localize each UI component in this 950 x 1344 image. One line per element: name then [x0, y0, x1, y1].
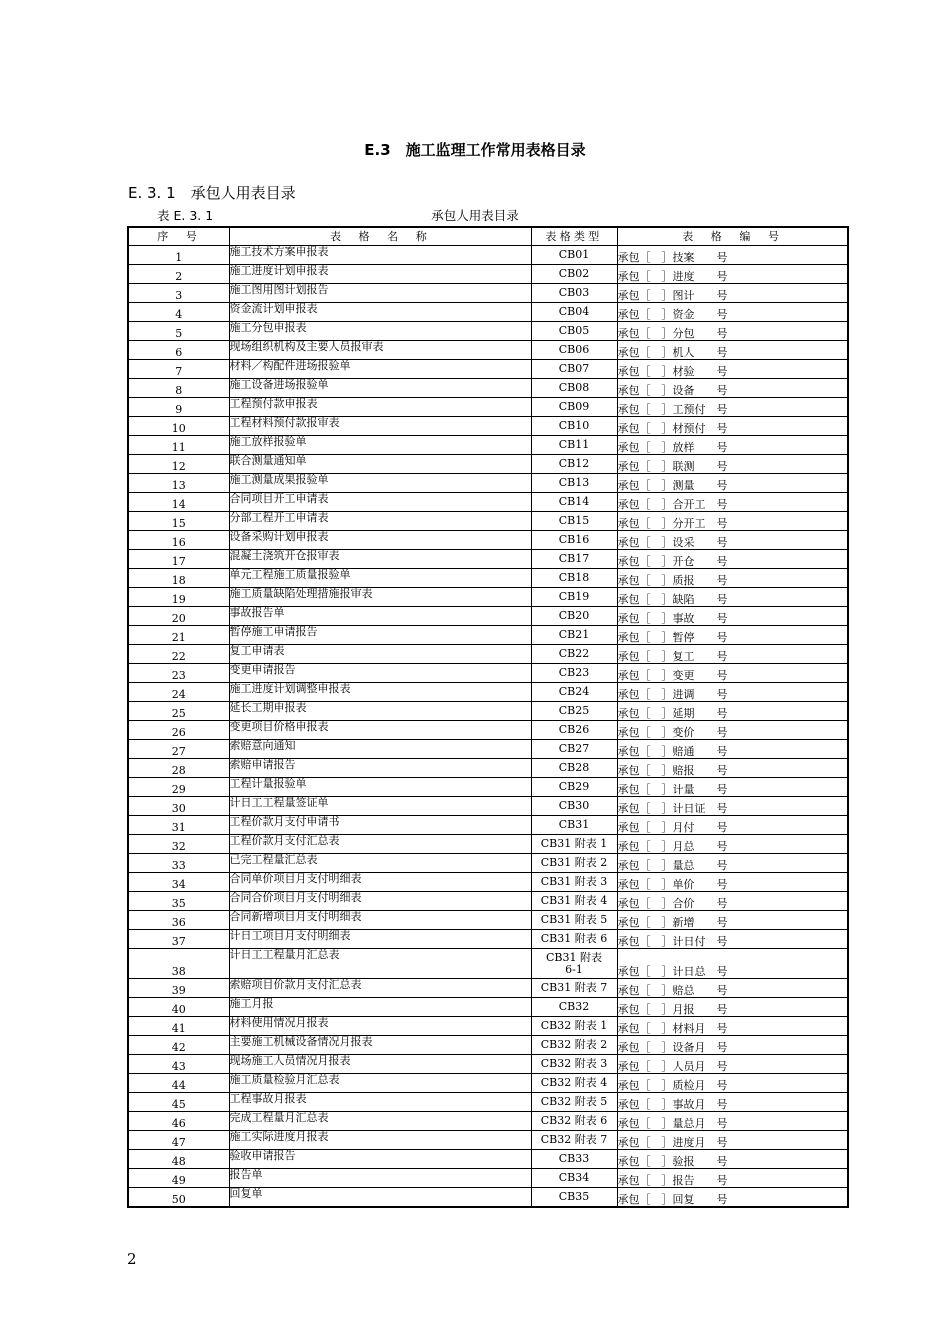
row-seq: 27 — [128, 740, 229, 759]
row-form-code: 承包［ ］暂停 号 — [617, 626, 848, 645]
table-row — [128, 1188, 848, 1208]
row-form-name: 资金流计划申报表 — [229, 303, 531, 322]
row-form-name: 单元工程施工质量报验单 — [229, 569, 531, 588]
row-seq: 31 — [128, 816, 229, 835]
row-form-code: 承包［ ］质报 号 — [617, 569, 848, 588]
row-seq: 20 — [128, 607, 229, 626]
table-caption: 承包人用表目录 — [431, 208, 519, 223]
row-form-type: CB22 — [531, 645, 617, 664]
row-form-name: 计日工项目月支付明细表 — [229, 930, 531, 949]
table-row — [128, 1112, 848, 1131]
row-form-type: CB31 附表 6-1 — [531, 949, 617, 979]
table-row — [128, 607, 848, 626]
row-form-code: 承包［ ］设备月 号 — [617, 1036, 848, 1055]
row-seq: 25 — [128, 702, 229, 721]
row-form-type: CB14 — [531, 493, 617, 512]
table-body — [128, 246, 848, 1208]
table-row — [128, 911, 848, 930]
row-form-type: CB31 附表 5 — [531, 911, 617, 930]
row-form-type: CB34 — [531, 1169, 617, 1188]
row-seq: 39 — [128, 979, 229, 998]
row-form-name: 完成工程量月汇总表 — [229, 1112, 531, 1131]
row-seq: 38 — [128, 949, 229, 979]
row-form-type: CB07 — [531, 360, 617, 379]
row-form-type: CB03 — [531, 284, 617, 303]
row-form-name: 施工图用图计划报告 — [229, 284, 531, 303]
row-form-name: 设备采购计划申报表 — [229, 531, 531, 550]
table-row — [128, 398, 848, 417]
table-row — [128, 246, 848, 265]
row-form-name: 变更项目价格申报表 — [229, 721, 531, 740]
row-form-name: 施工质量缺陷处理措施报审表 — [229, 588, 531, 607]
row-form-name: 回复单 — [229, 1188, 531, 1208]
row-seq: 29 — [128, 778, 229, 797]
row-form-type: CB18 — [531, 569, 617, 588]
row-form-type: CB31 附表 3 — [531, 873, 617, 892]
row-form-code: 承包［ ］资金 号 — [617, 303, 848, 322]
row-form-name: 合同单价项目月支付明细表 — [229, 873, 531, 892]
table-row — [128, 512, 848, 531]
table-row — [128, 436, 848, 455]
table-row — [128, 360, 848, 379]
row-form-type: CB26 — [531, 721, 617, 740]
row-seq: 19 — [128, 588, 229, 607]
table-row — [128, 759, 848, 778]
table-row — [128, 1169, 848, 1188]
page-title: E.3 施工监理工作常用表格目录 — [364, 141, 586, 159]
row-seq: 1 — [128, 246, 229, 265]
row-seq: 16 — [128, 531, 229, 550]
table-row — [128, 626, 848, 645]
row-seq: 14 — [128, 493, 229, 512]
row-form-type: CB21 — [531, 626, 617, 645]
row-form-type: CB16 — [531, 531, 617, 550]
row-form-type: CB05 — [531, 322, 617, 341]
row-form-name: 计日工工程量签证单 — [229, 797, 531, 816]
row-form-code: 承包［ ］计日付 号 — [617, 930, 848, 949]
row-seq: 37 — [128, 930, 229, 949]
table-label: 表 E. 3. 1 — [157, 208, 214, 223]
row-seq: 9 — [128, 398, 229, 417]
row-form-name: 索赔申请报告 — [229, 759, 531, 778]
row-seq: 40 — [128, 998, 229, 1017]
row-form-type: CB32 — [531, 998, 617, 1017]
row-form-code: 承包［ ］放样 号 — [617, 436, 848, 455]
row-form-name: 施工质量检验月汇总表 — [229, 1074, 531, 1093]
row-seq: 6 — [128, 341, 229, 360]
row-form-code: 承包［ ］分开工 号 — [617, 512, 848, 531]
row-form-name: 工程事故月报表 — [229, 1093, 531, 1112]
row-form-name: 施工实际进度月报表 — [229, 1131, 531, 1150]
row-form-type: CB25 — [531, 702, 617, 721]
row-form-name: 施工设备进场报验单 — [229, 379, 531, 398]
row-seq: 18 — [128, 569, 229, 588]
table-row — [128, 892, 848, 911]
row-form-name: 材料使用情况月报表 — [229, 1017, 531, 1036]
table-row — [128, 322, 848, 341]
header-code: 表 格 编 号 — [617, 227, 848, 246]
row-form-type: CB10 — [531, 417, 617, 436]
row-form-code: 承包［ ］计量 号 — [617, 778, 848, 797]
table-row — [128, 455, 848, 474]
row-form-type: CB11 — [531, 436, 617, 455]
row-seq: 34 — [128, 873, 229, 892]
row-form-code: 承包［ ］联测 号 — [617, 455, 848, 474]
row-form-name: 工程预付款申报表 — [229, 398, 531, 417]
row-form-type: CB31 附表 2 — [531, 854, 617, 873]
row-form-type: CB30 — [531, 797, 617, 816]
row-form-code: 承包［ ］延期 号 — [617, 702, 848, 721]
row-seq: 44 — [128, 1074, 229, 1093]
table-row — [128, 816, 848, 835]
row-form-name: 变更申请报告 — [229, 664, 531, 683]
row-seq: 21 — [128, 626, 229, 645]
row-form-type: CB31 — [531, 816, 617, 835]
row-form-code: 承包［ ］设备 号 — [617, 379, 848, 398]
row-form-name: 暂停施工申请报告 — [229, 626, 531, 645]
row-form-name: 已完工程量汇总表 — [229, 854, 531, 873]
row-form-name: 分部工程开工申请表 — [229, 512, 531, 531]
row-form-type: CB09 — [531, 398, 617, 417]
row-form-name: 工程价款月支付申请书 — [229, 816, 531, 835]
row-form-type: CB06 — [531, 341, 617, 360]
header-name: 表 格 名 称 — [229, 227, 531, 246]
row-form-code: 承包［ ］月报 号 — [617, 998, 848, 1017]
row-form-type: CB19 — [531, 588, 617, 607]
row-form-name: 联合测量通知单 — [229, 455, 531, 474]
row-form-code: 承包［ ］月付 号 — [617, 816, 848, 835]
row-form-code: 承包［ ］事故月 号 — [617, 1093, 848, 1112]
row-form-name: 合同项目开工申请表 — [229, 493, 531, 512]
table-row — [128, 1017, 848, 1036]
row-form-type: CB31 附表 7 — [531, 979, 617, 998]
row-form-name: 施工放样报验单 — [229, 436, 531, 455]
row-form-code: 承包［ ］进度月 号 — [617, 1131, 848, 1150]
header-type: 表格类型 — [531, 227, 617, 246]
row-seq: 46 — [128, 1112, 229, 1131]
row-seq: 3 — [128, 284, 229, 303]
row-seq: 26 — [128, 721, 229, 740]
row-form-name: 施工月报 — [229, 998, 531, 1017]
row-form-type: CB32 附表 5 — [531, 1093, 617, 1112]
table-row — [128, 683, 848, 702]
table-row — [128, 664, 848, 683]
row-form-name: 合同新增项目月支付明细表 — [229, 911, 531, 930]
row-seq: 2 — [128, 265, 229, 284]
row-form-code: 承包［ ］变更 号 — [617, 664, 848, 683]
row-form-type: CB23 — [531, 664, 617, 683]
row-form-code: 承包［ ］进调 号 — [617, 683, 848, 702]
table-row — [128, 550, 848, 569]
row-form-code: 承包［ ］月总 号 — [617, 835, 848, 854]
table-row — [128, 645, 848, 664]
row-seq: 15 — [128, 512, 229, 531]
row-form-code: 承包［ ］量总 号 — [617, 854, 848, 873]
row-form-code: 承包［ ］赔总 号 — [617, 979, 848, 998]
table-row — [128, 284, 848, 303]
row-seq: 17 — [128, 550, 229, 569]
table-row — [128, 930, 848, 949]
table-row — [128, 1074, 848, 1093]
row-form-code: 承包［ ］技案 号 — [617, 246, 848, 265]
row-form-code: 承包［ ］材料月 号 — [617, 1017, 848, 1036]
row-form-name: 施工分包申报表 — [229, 322, 531, 341]
row-form-code: 承包［ ］分包 号 — [617, 322, 848, 341]
row-form-type: CB04 — [531, 303, 617, 322]
row-seq: 48 — [128, 1150, 229, 1169]
table-row — [128, 1150, 848, 1169]
row-form-type: CB24 — [531, 683, 617, 702]
row-form-type: CB13 — [531, 474, 617, 493]
row-form-code: 承包［ ］进度 号 — [617, 265, 848, 284]
row-form-code: 承包［ ］回复 号 — [617, 1188, 848, 1208]
row-seq: 22 — [128, 645, 229, 664]
row-seq: 41 — [128, 1017, 229, 1036]
row-seq: 11 — [128, 436, 229, 455]
table-row — [128, 797, 848, 816]
row-form-type: CB31 附表 1 — [531, 835, 617, 854]
row-seq: 4 — [128, 303, 229, 322]
row-form-type: CB32 附表 6 — [531, 1112, 617, 1131]
row-form-code: 承包［ ］测量 号 — [617, 474, 848, 493]
row-form-type: CB28 — [531, 759, 617, 778]
row-form-type: CB35 — [531, 1188, 617, 1208]
row-form-type: CB15 — [531, 512, 617, 531]
row-form-type: CB29 — [531, 778, 617, 797]
row-seq: 45 — [128, 1093, 229, 1112]
row-seq: 23 — [128, 664, 229, 683]
row-form-code: 承包［ ］人员月 号 — [617, 1055, 848, 1074]
row-form-code: 承包［ ］合价 号 — [617, 892, 848, 911]
row-form-code: 承包［ ］计日证 号 — [617, 797, 848, 816]
table-row — [128, 1131, 848, 1150]
table-row — [128, 493, 848, 512]
table-row — [128, 1093, 848, 1112]
table-row — [128, 702, 848, 721]
table-row — [128, 740, 848, 759]
table-row — [128, 835, 848, 854]
table-row — [128, 778, 848, 797]
row-form-code: 承包［ ］质检月 号 — [617, 1074, 848, 1093]
row-form-code: 承包［ ］赔通 号 — [617, 740, 848, 759]
row-form-type: CB32 附表 1 — [531, 1017, 617, 1036]
table-row — [128, 265, 848, 284]
table-row — [128, 379, 848, 398]
row-form-code: 承包［ ］设采 号 — [617, 531, 848, 550]
row-form-name: 合同合价项目月支付明细表 — [229, 892, 531, 911]
row-seq: 13 — [128, 474, 229, 493]
table-row — [128, 721, 848, 740]
row-form-type: CB20 — [531, 607, 617, 626]
row-seq: 28 — [128, 759, 229, 778]
row-form-code: 承包［ ］报告 号 — [617, 1169, 848, 1188]
row-form-name: 现场组织机构及主要人员报审表 — [229, 341, 531, 360]
section-heading: E. 3. 1 承包人用表目录 — [128, 184, 296, 202]
row-form-name: 事故报告单 — [229, 607, 531, 626]
table-row — [128, 474, 848, 493]
table-row — [128, 873, 848, 892]
row-form-code: 承包［ ］开仓 号 — [617, 550, 848, 569]
row-seq: 5 — [128, 322, 229, 341]
table-row — [128, 341, 848, 360]
row-form-code: 承包［ ］图计 号 — [617, 284, 848, 303]
row-form-code: 承包［ ］验报 号 — [617, 1150, 848, 1169]
table-row — [128, 531, 848, 550]
row-form-name: 工程计量报验单 — [229, 778, 531, 797]
row-seq: 36 — [128, 911, 229, 930]
header-seq: 序 号 — [128, 227, 229, 246]
row-form-code: 承包［ ］材预付 号 — [617, 417, 848, 436]
row-seq: 32 — [128, 835, 229, 854]
row-form-code: 承包［ ］材验 号 — [617, 360, 848, 379]
row-form-code: 承包［ ］单价 号 — [617, 873, 848, 892]
row-form-code: 承包［ ］事故 号 — [617, 607, 848, 626]
row-seq: 24 — [128, 683, 229, 702]
table-row — [128, 854, 848, 873]
row-form-code: 承包［ ］机人 号 — [617, 341, 848, 360]
table-row — [128, 979, 848, 998]
row-form-code: 承包［ ］合开工 号 — [617, 493, 848, 512]
row-form-name: 工程价款月支付汇总表 — [229, 835, 531, 854]
row-form-name: 主要施工机械设备情况月报表 — [229, 1036, 531, 1055]
row-form-code: 承包［ ］赔报 号 — [617, 759, 848, 778]
row-seq: 7 — [128, 360, 229, 379]
row-form-code: 承包［ ］新增 号 — [617, 911, 848, 930]
row-form-name: 材料／构配件进场报验单 — [229, 360, 531, 379]
row-seq: 8 — [128, 379, 229, 398]
table-row — [128, 1055, 848, 1074]
row-form-type: CB32 附表 3 — [531, 1055, 617, 1074]
table-row — [128, 949, 848, 979]
row-form-name: 施工进度计划申报表 — [229, 265, 531, 284]
form-catalog-table — [127, 226, 849, 1208]
row-form-name: 施工进度计划调整申报表 — [229, 683, 531, 702]
row-seq: 30 — [128, 797, 229, 816]
table-row — [128, 417, 848, 436]
row-form-type: CB12 — [531, 455, 617, 474]
row-form-type: CB01 — [531, 246, 617, 265]
row-seq: 43 — [128, 1055, 229, 1074]
table-row — [128, 998, 848, 1017]
row-form-name: 索赔项目价款月支付汇总表 — [229, 979, 531, 998]
row-form-code: 承包［ ］复工 号 — [617, 645, 848, 664]
row-form-type: CB33 — [531, 1150, 617, 1169]
row-form-name: 工程材料预付款报审表 — [229, 417, 531, 436]
row-form-name: 施工测量成果报验单 — [229, 474, 531, 493]
row-seq: 12 — [128, 455, 229, 474]
row-form-name: 复工申请表 — [229, 645, 531, 664]
row-form-type: CB32 附表 7 — [531, 1131, 617, 1150]
row-seq: 42 — [128, 1036, 229, 1055]
row-form-name: 索赔意向通知 — [229, 740, 531, 759]
row-form-name: 混凝土浇筑开仓报审表 — [229, 550, 531, 569]
row-form-name: 施工技术方案申报表 — [229, 246, 531, 265]
row-form-code: 承包［ ］计日总 号 — [617, 949, 848, 979]
row-seq: 50 — [128, 1188, 229, 1208]
row-form-type: CB17 — [531, 550, 617, 569]
table-header-row — [128, 227, 848, 246]
row-form-type: CB32 附表 4 — [531, 1074, 617, 1093]
row-form-code: 承包［ ］工预付 号 — [617, 398, 848, 417]
row-seq: 49 — [128, 1169, 229, 1188]
row-form-name: 计日工工程量月汇总表 — [229, 949, 531, 979]
table-row — [128, 303, 848, 322]
row-form-type: CB08 — [531, 379, 617, 398]
page-number: 2 — [127, 1250, 137, 1268]
row-form-type: CB02 — [531, 265, 617, 284]
row-form-type: CB31 附表 4 — [531, 892, 617, 911]
row-form-type: CB27 — [531, 740, 617, 759]
row-form-name: 现场施工人员情况月报表 — [229, 1055, 531, 1074]
row-form-code: 承包［ ］变价 号 — [617, 721, 848, 740]
row-form-name: 验收申请报告 — [229, 1150, 531, 1169]
row-form-type: CB32 附表 2 — [531, 1036, 617, 1055]
row-form-code: 承包［ ］量总月 号 — [617, 1112, 848, 1131]
table-row — [128, 569, 848, 588]
row-form-code: 承包［ ］缺陷 号 — [617, 588, 848, 607]
row-form-name: 延长工期申报表 — [229, 702, 531, 721]
table-row — [128, 1036, 848, 1055]
row-seq: 10 — [128, 417, 229, 436]
row-seq: 33 — [128, 854, 229, 873]
row-form-name: 报告单 — [229, 1169, 531, 1188]
row-form-type: CB31 附表 6 — [531, 930, 617, 949]
table-row — [128, 588, 848, 607]
row-seq: 35 — [128, 892, 229, 911]
row-seq: 47 — [128, 1131, 229, 1150]
